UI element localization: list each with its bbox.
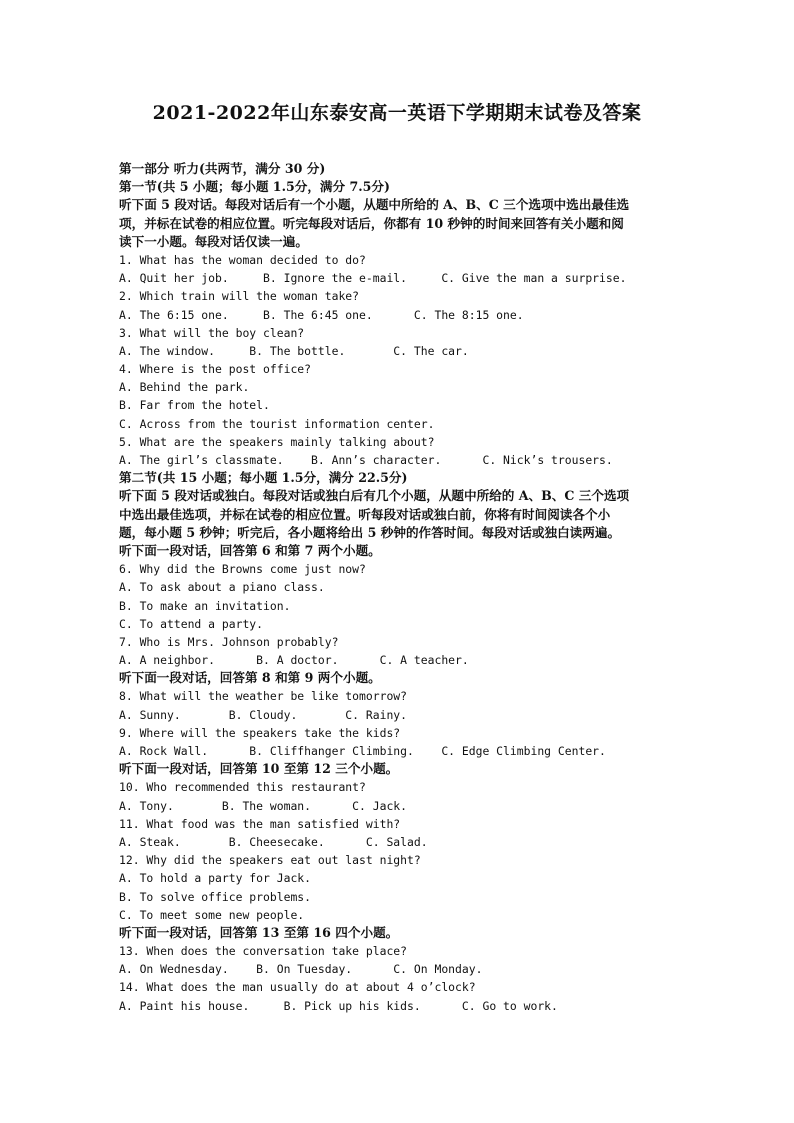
- question-line: 3. What will the boy clean?: [119, 325, 305, 340]
- page-title: 2021-2022年山东泰安高一英语下学期期末试卷及答案: [152, 102, 642, 124]
- question-line: 11. What food was the man satisfied with?: [119, 816, 401, 831]
- question-line: A. Rock Wall. B. Cliffhanger Climbing. C. Edge Climbing Center.: [119, 744, 606, 758]
- question-line: 2. Which train will the woman take?: [119, 289, 360, 304]
- section-heading: 读下一小题。每段对话仅读一遍。: [119, 233, 308, 249]
- section-heading: 听下面一段对话，回答第 6 和第 7 两个小题。: [119, 542, 381, 558]
- question-line: A. To hold a party for Jack.: [119, 871, 312, 886]
- question-line: 5. What are the speakers mainly talking about?: [119, 434, 435, 449]
- question-line: 4. Where is the post office?: [119, 362, 312, 377]
- question-line: A. The 6:15 one. B. The 6:45 one. C. The 8:15 one.: [119, 307, 524, 322]
- question-line: A. Quit her job. B. Ignore the e-mail. C. Give the man a surprise.: [119, 271, 627, 286]
- question-line: C. To attend a party.: [119, 616, 264, 631]
- question-line: B. To solve office problems.: [119, 889, 312, 904]
- section-heading: 第一部分 听力(共两节，满分 30 分): [119, 161, 326, 176]
- exam-content: [119, 160, 679, 1015]
- question-line: B. Far from the hotel.: [119, 398, 270, 413]
- question-line: A. Behind the park.: [119, 380, 250, 395]
- section-heading: 听下面 5 段对话。每段对话后有一个小题，从题中所给的 A、B、C 三个选项中选出最佳选: [119, 197, 630, 213]
- question-line: 13. When does the conversation take place?: [119, 944, 408, 959]
- question-line: 10. Who recommended this restaurant?: [119, 780, 366, 795]
- question-line: 12. Why did the speakers eat out last night?: [119, 853, 421, 868]
- question-line: A. To ask about a piano class.: [119, 580, 325, 595]
- section-heading: 中选出最佳选项，并标在试卷的相应位置。听每段对话或独白前，你将有时间阅读各个小: [119, 506, 611, 522]
- section-heading: 第一节(共 5 小题；每小题 1.5分，满分 7.5分): [119, 179, 390, 195]
- question-line: A. Paint his house. B. Pick up his kids. C. Go to work.: [119, 998, 558, 1013]
- question-line: A. The window. B. The bottle. C. The car.: [119, 343, 469, 358]
- section-heading: 项，并标在试卷的相应位置。听完每段对话后，你都有 10 秒钟的时间来回答有关小题和阅: [119, 215, 624, 231]
- section-heading: 听下面一段对话，回答第 13 至第 16 四个小题。: [119, 924, 399, 940]
- question-line: C. To meet some new people.: [119, 907, 305, 922]
- question-line: A. Steak. B. Cheesecake. C. Salad.: [119, 834, 428, 849]
- question-line: 1. What has the woman decided to do?: [119, 252, 366, 267]
- question-line: A. A neighbor. B. A doctor. C. A teacher.: [119, 653, 469, 668]
- question-line: A. On Wednesday. B. On Tuesday. C. On Monday.: [119, 962, 483, 977]
- section-heading: 听下面一段对话，回答第 10 至第 12 三个小题。: [119, 761, 399, 777]
- question-line: 7. Who is Mrs. Johnson probably?: [119, 634, 339, 649]
- question-line: 9. Where will the speakers take the kids?: [119, 725, 401, 740]
- question-line: A. Sunny. B. Cloudy. C. Rainy.: [119, 707, 408, 722]
- question-line: A. The girl’s classmate. B. Ann’s character. C. Nick’s trousers.: [119, 453, 613, 467]
- question-line: 6. Why did the Browns come just now?: [119, 562, 366, 577]
- section-heading: 第二节(共 15 小题；每小题 1.5分，满分 22.5分): [119, 470, 408, 486]
- section-heading: 题，每小题 5 秒钟；听完后，各小题将给出 5 秒钟的作答时间。每段对话或独白读两遍。: [119, 524, 621, 540]
- question-line: 14. What does the man usually do at about 4 o’clock?: [119, 980, 476, 995]
- section-heading: 听下面 5 段对话或独白。每段对话或独白后有几个小题，从题中所给的 A、B、C 三个选项: [119, 488, 630, 504]
- question-line: 8. What will the weather be like tomorrow?: [119, 689, 408, 704]
- section-heading: 听下面一段对话，回答第 8 和第 9 两个小题。: [119, 670, 381, 686]
- question-line: B. To make an invitation.: [119, 598, 291, 613]
- question-line: C. Across from the tourist information center.: [119, 416, 435, 431]
- question-line: A. Tony. B. The woman. C. Jack.: [119, 798, 408, 813]
